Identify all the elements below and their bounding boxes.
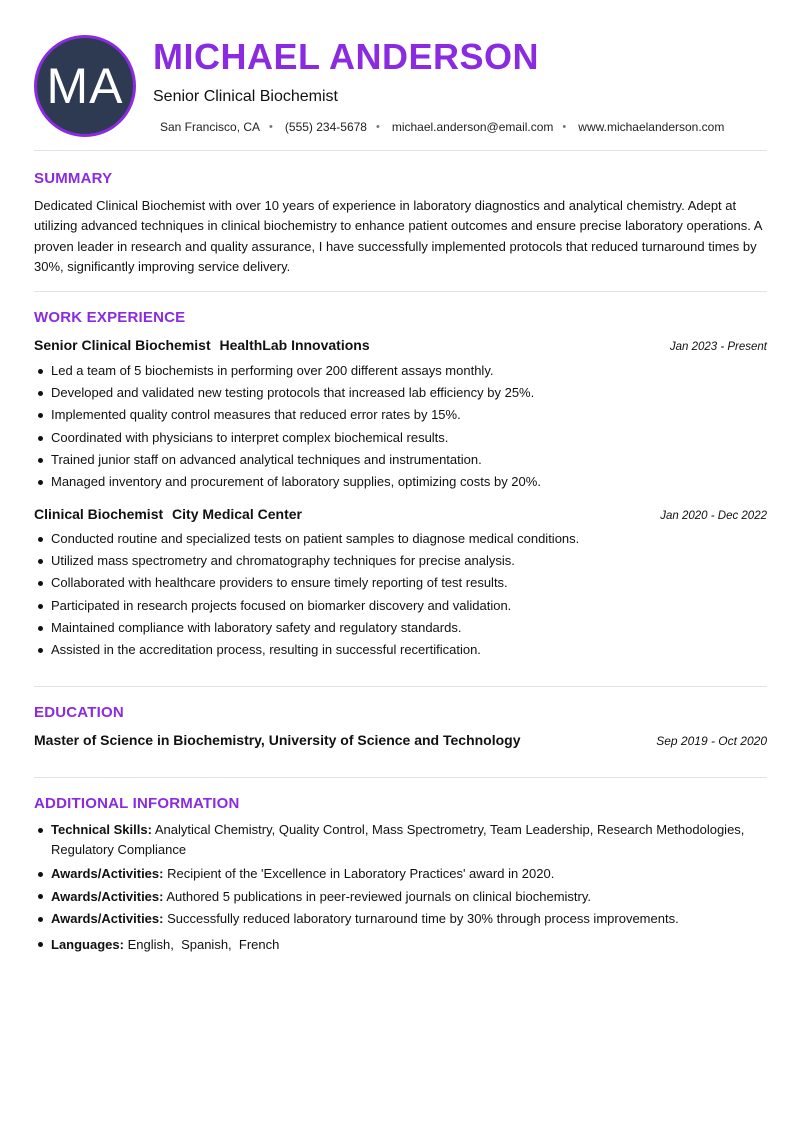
contact-website[interactable]: www.michaelanderson.com xyxy=(578,120,725,134)
candidate-title: Senior Clinical Biochemist xyxy=(153,88,338,105)
info-item xyxy=(51,820,767,859)
candidate-name: MICHAEL ANDERSON xyxy=(153,36,540,77)
education-entry xyxy=(34,732,767,748)
divider xyxy=(34,291,767,292)
education-dates: Sep 2019 - Oct 2020 xyxy=(656,734,767,748)
info-label: Awards/Activities: xyxy=(51,866,164,881)
contact-bar xyxy=(160,120,724,134)
job-dates: Jan 2023 - Present xyxy=(669,341,767,353)
bullet-item: Managed inventory and procurement of laboratory supplies, optimizing costs by 20%. xyxy=(51,471,767,493)
separator-dot: • xyxy=(562,121,567,133)
job-bullets xyxy=(51,528,767,661)
bullet-item: Conducted routine and specialized tests on patient samples to diagnose medical conditions. xyxy=(51,528,767,550)
summary-heading: SUMMARY xyxy=(34,170,113,187)
info-label: Awards/Activities: xyxy=(51,911,164,926)
summary-text: Dedicated Clinical Biochemist with over 10 years of experience in laboratory diagnostics and analytical chemistry. Adept at utilizing advanced techniques in clinical biochemistry to enhance patient outcomes and ensure precise laboratory operations. A proven leader in research and quality assurance, I have successfully implemented protocols that reduced turnaround times by 30%, significantly improving service delivery. xyxy=(34,198,762,274)
job-dates: Jan 2020 - Dec 2022 xyxy=(660,510,767,522)
experience-heading: WORK EXPERIENCE xyxy=(34,309,186,326)
bullet-item: Collaborated with healthcare providers to ensure timely reporting of test results. xyxy=(51,572,767,594)
divider xyxy=(34,686,767,687)
bullet-item: Led a team of 5 biochemists in performing over 200 different assays monthly. xyxy=(51,360,767,382)
job-role: Clinical Biochemist xyxy=(34,506,164,522)
info-text: Authored 5 publications in peer-reviewed journals on clinical biochemistry. xyxy=(166,888,592,904)
job-header xyxy=(34,506,767,522)
separator-dot: • xyxy=(269,121,273,133)
job-company: City Medical Center xyxy=(172,506,302,522)
info-label: Languages: xyxy=(51,936,124,952)
bullet-item: Developed and validated new testing protocols that increased lab efficiency by 25%. xyxy=(51,382,767,404)
divider xyxy=(34,150,767,151)
bullet-item: Implemented quality control measures that reduced error rates by 15%. xyxy=(51,404,767,426)
education-heading: EDUCATION xyxy=(34,704,124,721)
bullet-item: Assisted in the accreditation process, resulting in successful recertification. xyxy=(51,639,767,661)
job-header xyxy=(34,337,767,353)
info-text: Recipient of the 'Excellence in Laboratory Practices' award in 2020. xyxy=(167,866,555,881)
info-item xyxy=(51,909,767,929)
contact-email[interactable]: michael.anderson@email.com xyxy=(391,120,554,134)
divider xyxy=(34,777,767,778)
bullet-item: Utilized mass spectrometry and chromatography techniques for precise analysis. xyxy=(51,550,767,572)
info-item xyxy=(51,935,767,955)
contact-phone[interactable]: (555) 234-5678 xyxy=(284,120,367,134)
additional-list xyxy=(51,820,767,954)
separator-dot: • xyxy=(375,121,380,133)
job-company: HealthLab Innovations xyxy=(219,337,370,353)
info-text: Analytical Chemistry, Quality Control, Mass Spectrometry, Team Leadership, Research Methodologies, Regulatory Compliance xyxy=(51,822,745,857)
bullet-item: Maintained compliance with laboratory safety and regulatory standards. xyxy=(51,617,767,639)
additional-heading: ADDITIONAL INFORMATION xyxy=(34,795,240,812)
info-item xyxy=(51,864,767,884)
job-role: Senior Clinical Biochemist xyxy=(34,337,211,353)
avatar xyxy=(34,35,136,137)
contact-location: San Francisco, CA xyxy=(160,120,261,134)
job-bullets xyxy=(51,360,767,493)
avatar-initials: MA xyxy=(46,58,124,114)
info-label: Awards/Activities: xyxy=(51,888,164,904)
info-text: English, Spanish, French xyxy=(127,936,280,952)
info-text: Successfully reduced laboratory turnaround time by 30% through process improvements. xyxy=(167,911,679,926)
info-label: Technical Skills: xyxy=(51,822,152,837)
bullet-item: Coordinated with physicians to interpret complex biochemical results. xyxy=(51,427,767,449)
education-degree: Master of Science in Biochemistry, University of Science and Technology xyxy=(34,732,521,748)
info-item xyxy=(51,887,767,907)
bullet-item: Participated in research projects focused on biomarker discovery and validation. xyxy=(51,595,767,617)
bullet-item: Trained junior staff on advanced analytical techniques and instrumentation. xyxy=(51,449,767,471)
